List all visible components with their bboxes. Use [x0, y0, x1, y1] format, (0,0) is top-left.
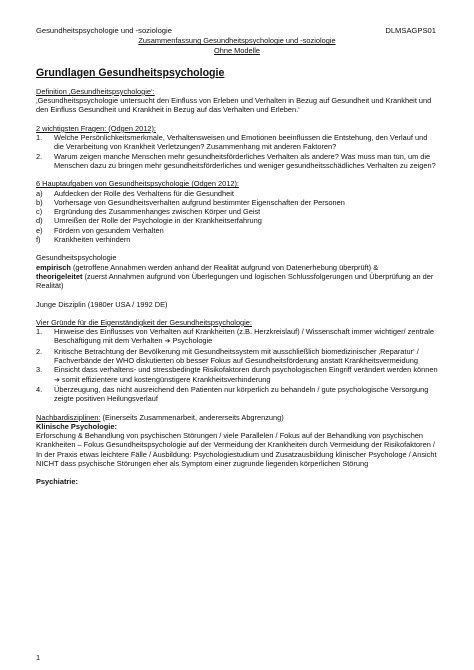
list-item	[36, 365, 438, 385]
list-letter: e)	[36, 225, 43, 235]
list-text: Krankheiten verhindern	[54, 235, 131, 245]
page-header	[36, 26, 438, 35]
list-item	[36, 198, 438, 207]
list-text-continued: somit effizientere und kostengünstigere Krankheitsverhinderung	[59, 374, 271, 384]
empirisch-description: (getroffene Annahmen werden anhand der Realität aufgrund von Datenerhebung überprüft) &	[70, 262, 379, 272]
method-paragraph	[36, 253, 438, 290]
list-text: Einsicht dass verhaltens- und stressbedingte Risikofaktoren durch psychologischen Eingriff verändert werden können	[54, 365, 438, 375]
header-subtitle-models: Ohne Modelle	[213, 45, 260, 55]
neighbour-label: Nachbardisziplinen:	[36, 412, 101, 422]
questions-list	[36, 133, 438, 170]
list-item	[36, 327, 438, 347]
method-empirical	[36, 263, 438, 272]
term-theoriegeleitet: theorigeleitet	[36, 271, 83, 281]
psychiatry-title: Psychiatrie:	[36, 477, 78, 487]
list-number: 2.	[36, 346, 43, 356]
theoriegeleitet-description: (zuerst Annahmen aufgrund von Überlegungen und logischen Schlussfolgerungen und Überprüfung an der Realität)	[36, 271, 434, 291]
tasks-list	[36, 189, 438, 245]
tasks-label: 6 Hauptaufgaben von Gesundheitspsychologie (Odgen 2012):	[36, 179, 239, 189]
list-text: Vorhersage von Gesundheitsverhalten aufgrund bestimmter Eigenschaften der Personen	[54, 197, 345, 207]
list-item	[36, 235, 438, 244]
list-number: 2.	[36, 151, 43, 161]
arrow-right-icon: ➔	[164, 337, 171, 346]
list-letter: a)	[36, 188, 43, 198]
list-number: 4.	[36, 384, 43, 394]
list-letter: d)	[36, 216, 43, 226]
list-text: Aufdecken der Rolle des Verhaltens für die Gesundheit	[54, 188, 234, 198]
neighbour-disciplines	[36, 413, 438, 422]
list-number: 3.	[36, 365, 43, 375]
list-text: Welche Persönlichkeitsmerkmale, Verhaltensweisen und Emotionen beeinflussen die Entstehung, den Verlauf und die Verarbeitung von Krankheit Verletzungen? Zusammenhang mit anderen Faktoren?	[54, 133, 428, 152]
list-text: Warum zeigen manche Menschen mehr gesundheitsförderliches Verhalten als andere? Was muss man tun, um die Menschen dazu zu bringen mehr gesundheitsförderliches und weniger gesundheitsschädliches Verhalten zu zeigen?	[54, 151, 436, 170]
list-text: Fördern von gesundem Verhalten	[54, 225, 164, 235]
list-text: Überzeugung, das nicht ausreichend den Patienten nur körperlich zu behandeln / gute psychologische Versorgung zeigte positiven Heilungsverlauf	[54, 384, 429, 404]
arrow-right-icon: ➔	[54, 375, 60, 384]
clinical-psychology-text: Erforschung & Behandlung von psychischen Störungen / viele Parallelen / Fokus auf der Behandlung von psychischen Krankheiten – Fokus Gesundheitspsychologie auf der Vermeidung der Krankheiten durch Vermeidung der Risikofaktoren / In der Praxis etwas leichtere Fälle / Ausbildung: Psychologiestudium und Zusatzausbildung klinischer Psychologe / Ansicht NICHT dass psychische Störungen eher als Symptom einer zugrunde liegenden körperlichen Störung	[36, 431, 437, 468]
definition-label: Definition ‚Gesundheitspsychologie‘:	[36, 86, 155, 96]
page-number: 1	[36, 653, 41, 662]
neighbour-description: (Einerseits Zusammenarbeit, andererseits Abgrenzung)	[100, 412, 284, 422]
young-discipline-note: Junge Disziplin (1980er USA / 1992 DE)	[36, 299, 168, 309]
list-text: Umreißen der Rolle der Psychologie in der Krankheitserfahrung	[54, 216, 262, 226]
reasons-label: Vier Gründe für die Eigenständigkeit der Gesundheitspsychologie:	[36, 317, 252, 327]
method-theoretical	[36, 272, 438, 291]
term-empirisch: empirisch	[36, 262, 71, 272]
list-letter: b)	[36, 197, 43, 207]
list-text-continued: Psychologie	[170, 336, 213, 346]
list-text: Ergründung des Zusammenhanges zwischen Körper und Geist	[54, 207, 261, 217]
list-item	[36, 347, 438, 366]
method-intro: Gesundheitspsychologie	[36, 253, 117, 263]
header-course-code: DLMSAGPS01	[385, 26, 436, 35]
questions-label: 2 wichtigsten Fragen: (Odgen 2012):	[36, 123, 156, 133]
list-item	[36, 385, 438, 404]
header-course-title: Gesundheitspsychologie und -soziologie	[36, 26, 172, 35]
list-item	[36, 189, 438, 198]
list-text: Kritische Betrachtung der Bevölkerung mit Gesundheitssystem mit ausschließlich biomedizinischer ‚Reparatur‘ / Fachverbände der WHO diskutierten ob besser Fokus auf Gesundheitsförderung anstatt Krankheitsvermeidung	[54, 346, 419, 366]
definition-text: ‚Gesundheitspsychologie untersucht den Einfluss von Erleben und Verhalten in Bezug auf Gesundheit und Krankheit und den Einfluss Gesundheit und Krankheit in Bezug auf das Verhalten und Erleben.‘	[36, 96, 432, 115]
list-item	[36, 152, 438, 171]
list-letter: f)	[36, 235, 41, 245]
section-title: Grundlagen Gesundheitspsychologie	[36, 66, 225, 79]
reasons-list	[36, 327, 438, 403]
clinical-psychology-title: Klinische Psychologie:	[36, 421, 117, 431]
list-number: 1.	[36, 327, 43, 337]
list-item	[36, 226, 438, 235]
list-text: Hinweise des Einflusses von Verhalten auf Krankheiten (z.B. Herzkreislauf) / Wissenschaft immer wichtiger/ zentrale Beschäftigung mit dem Verhalten	[54, 327, 434, 346]
list-item	[36, 216, 438, 225]
list-number: 1.	[36, 133, 43, 143]
list-item	[36, 207, 438, 216]
header-subtitle-summary: Zusammenfassung Gesundheitspsychologie und -soziologie	[138, 36, 336, 46]
list-letter: c)	[36, 207, 43, 217]
list-item	[36, 133, 438, 152]
